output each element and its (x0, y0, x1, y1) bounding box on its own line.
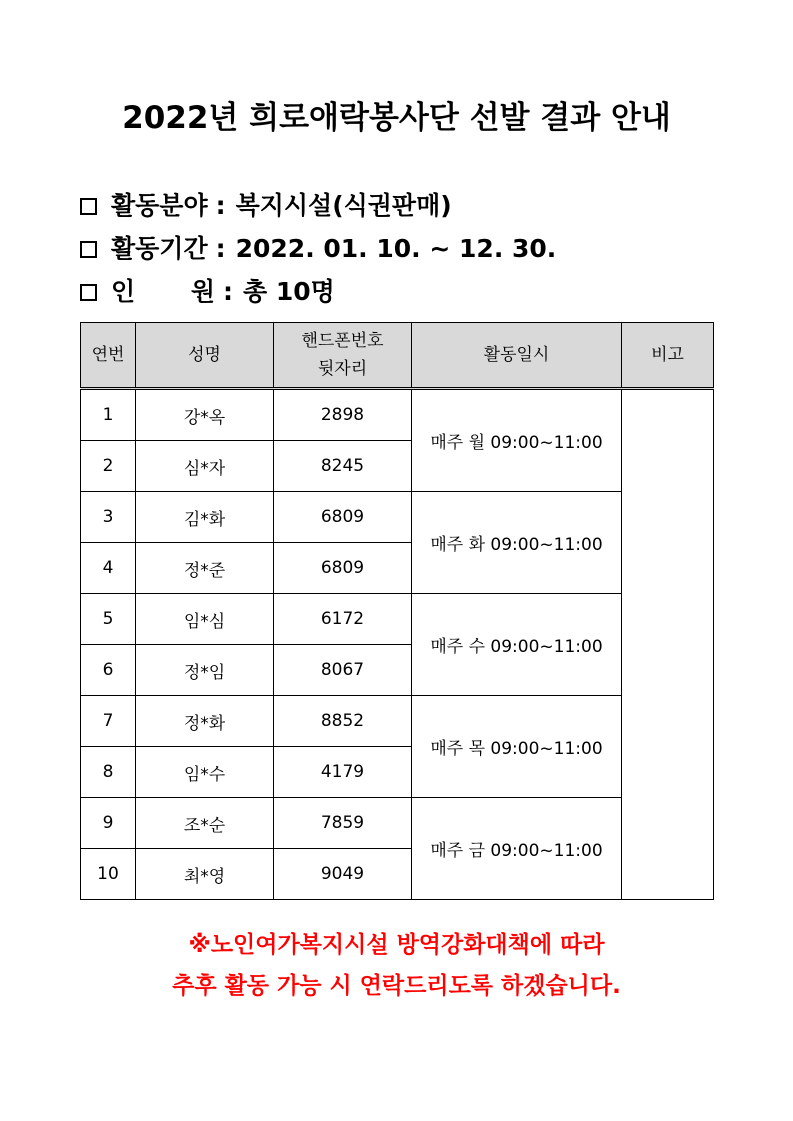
cell-schedule: 매주 수 09:00~11:00 (412, 594, 622, 696)
cell-no: 7 (81, 696, 136, 747)
cell-no: 9 (81, 798, 136, 849)
checkbox-square-icon (80, 198, 97, 215)
info-value: 2022. 01. 10. ~ 12. 30. (235, 234, 557, 263)
table-row (81, 492, 714, 543)
info-label: 활동분야 (111, 191, 208, 220)
cell-name: 정*임 (136, 645, 274, 696)
page-title: 2022년 희로애락봉사단 선발 결과 안내 (122, 100, 671, 136)
result-table (80, 322, 714, 900)
table-row (81, 389, 714, 441)
cell-phone: 4179 (274, 747, 412, 798)
cell-phone: 6809 (274, 543, 412, 594)
cell-name: 정*화 (136, 696, 274, 747)
cell-phone: 6809 (274, 492, 412, 543)
table-header-row (81, 323, 714, 389)
table-row (81, 594, 714, 645)
cell-name: 김*화 (136, 492, 274, 543)
cell-name: 강*옥 (136, 389, 274, 441)
cell-no: 3 (81, 492, 136, 543)
info-label: 활동기간 (111, 234, 208, 263)
cell-name: 정*준 (136, 543, 274, 594)
cell-remark (622, 389, 714, 900)
cell-no: 10 (81, 849, 136, 900)
cell-name: 조*순 (136, 798, 274, 849)
cell-no: 1 (81, 389, 136, 441)
cell-no: 5 (81, 594, 136, 645)
cell-phone: 2898 (274, 389, 412, 441)
table-row (81, 798, 714, 849)
cell-schedule: 매주 월 09:00~11:00 (412, 389, 622, 492)
cell-name: 최*영 (136, 849, 274, 900)
checkbox-square-icon (80, 241, 97, 258)
cell-phone: 7859 (274, 798, 412, 849)
cell-no: 2 (81, 441, 136, 492)
cell-no: 4 (81, 543, 136, 594)
cell-no: 8 (81, 747, 136, 798)
cell-schedule: 매주 목 09:00~11:00 (412, 696, 622, 798)
notice-line-2: 추후 활동 가능 시 연락드리도록 하겠습니다. (172, 973, 621, 999)
notice-line-1: ※노인여가복지시설 방역강화대책에 따라 (188, 932, 605, 958)
cell-phone: 8067 (274, 645, 412, 696)
header-schedule: 활동일시 (412, 323, 622, 389)
info-field-area: 활동분야 : 복지시설(식권판매) (80, 186, 452, 222)
info-label: 인 원 (111, 277, 215, 306)
cell-phone: 9049 (274, 849, 412, 900)
cell-name: 임*심 (136, 594, 274, 645)
cell-schedule: 매주 화 09:00~11:00 (412, 492, 622, 594)
cell-phone: 8852 (274, 696, 412, 747)
info-value: 총 10명 (243, 277, 335, 306)
cell-name: 심*자 (136, 441, 274, 492)
cell-phone: 8245 (274, 441, 412, 492)
cell-schedule: 매주 금 09:00~11:00 (412, 798, 622, 900)
cell-phone: 6172 (274, 594, 412, 645)
cell-name: 임*수 (136, 747, 274, 798)
table-row (81, 696, 714, 747)
header-phone: 핸드폰번호 뒷자리 (274, 323, 412, 389)
header-name: 성명 (136, 323, 274, 389)
header-remark: 비고 (622, 323, 714, 389)
info-value: 복지시설(식권판매) (235, 191, 452, 220)
info-period: 활동기간 : 2022. 01. 10. ~ 12. 30. (80, 229, 556, 265)
checkbox-square-icon (80, 284, 97, 301)
info-headcount: 인 원 : 총 10명 (80, 272, 335, 308)
header-no: 연번 (81, 323, 136, 389)
cell-no: 6 (81, 645, 136, 696)
